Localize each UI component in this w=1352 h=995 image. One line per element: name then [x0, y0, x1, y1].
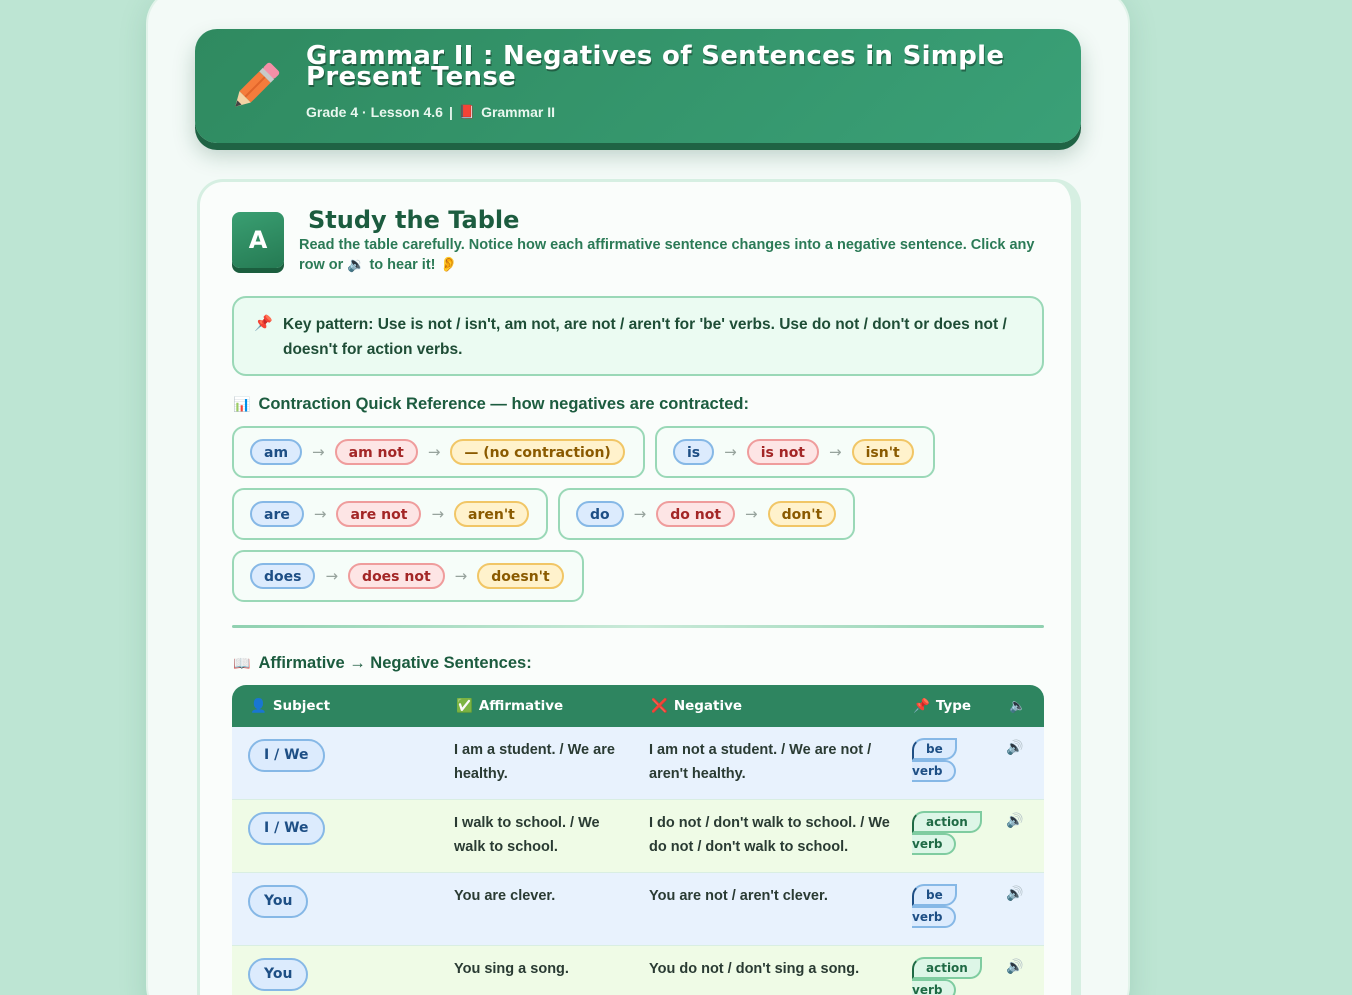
- pencil-icon: [225, 57, 285, 117]
- ear-icon: 👂: [439, 257, 458, 273]
- type-word-1: action: [912, 957, 982, 979]
- negative-pill: does not: [348, 563, 445, 589]
- contraction-pill: aren't: [454, 501, 529, 527]
- table-row[interactable]: [232, 727, 1044, 800]
- speaker-icon: 🔈: [1009, 698, 1026, 714]
- type-word-1: be: [912, 884, 957, 906]
- play-audio-icon[interactable]: 🔊: [1006, 813, 1024, 829]
- header-negative: [651, 698, 742, 714]
- key-pattern-text: Key pattern: Use is not / isn't, am not, are not / aren't for 'be' verbs. Use do not / don't or does not / doesn't for action verbs.: [283, 316, 1007, 358]
- type-word-2: verb: [912, 906, 956, 928]
- header-type-label: Type: [935, 698, 972, 714]
- instructions-text-b: to hear it!: [369, 257, 436, 273]
- play-audio-icon[interactable]: 🔊: [1006, 740, 1024, 756]
- contraction-card[interactable]: [232, 488, 548, 540]
- person-icon: 👤: [250, 698, 267, 714]
- type-word-1: action: [912, 811, 982, 833]
- base-verb-pill: does: [250, 563, 315, 589]
- header-subject-label: Subject: [272, 698, 331, 714]
- arrow-icon: →: [829, 443, 842, 461]
- base-verb-pill: am: [250, 439, 302, 465]
- base-verb-pill: is: [673, 439, 714, 465]
- contraction-card[interactable]: [655, 426, 935, 478]
- chart-icon: 📊: [233, 396, 251, 412]
- pin-icon: 📌: [913, 698, 930, 714]
- lesson-level: Grade 4 · Lesson 4.6: [306, 104, 443, 120]
- negative-pill: am not: [335, 439, 418, 465]
- contraction-pill: isn't: [852, 439, 914, 465]
- negative-pill: do not: [656, 501, 735, 527]
- play-audio-icon[interactable]: 🔊: [1006, 886, 1024, 902]
- affirmative-cell: I am a student. / We are healthy.: [454, 742, 615, 782]
- header-negative-label: Negative: [673, 698, 743, 714]
- header-type: [913, 698, 971, 714]
- arrow-icon: →: [745, 505, 758, 523]
- table-row[interactable]: [232, 946, 1044, 995]
- speaker-icon: 🔉: [347, 257, 366, 273]
- play-audio-icon[interactable]: 🔊: [1006, 959, 1024, 975]
- negative-pill: is not: [747, 439, 819, 465]
- arrow-icon: →: [724, 443, 737, 461]
- lesson-meta: [306, 104, 555, 120]
- lesson-topic: Grammar II: [481, 104, 555, 120]
- type-word-2: verb: [912, 760, 956, 782]
- type-word-2: verb: [912, 833, 956, 855]
- cross-icon: ❌: [651, 698, 668, 714]
- page-title: Grammar II : Negatives of Sentences in Simple Present Tense: [306, 41, 1005, 92]
- negative-cell: You are not / aren't clever.: [649, 888, 828, 904]
- base-verb-pill: are: [250, 501, 304, 527]
- negative-pill: are not: [336, 501, 421, 527]
- header-affirmative: [456, 698, 563, 714]
- type-badge: [912, 811, 972, 855]
- type-badge: [912, 957, 972, 995]
- book-open-icon: 📖: [233, 655, 251, 671]
- subject-pill: I / We: [248, 812, 325, 845]
- subject-pill: I / We: [248, 739, 325, 772]
- table-header: [232, 685, 1044, 727]
- type-badge: [912, 884, 972, 928]
- contraction-pill: don't: [768, 501, 837, 527]
- sentences-heading-text: Affirmative → Negative Sentences:: [258, 654, 532, 672]
- section-title: Study the Table: [308, 206, 520, 234]
- affirmative-cell: You are clever.: [454, 888, 556, 904]
- table-row[interactable]: [232, 800, 1044, 873]
- section-divider: [232, 625, 1044, 628]
- sentences-table: [232, 685, 1044, 995]
- arrow-icon: →: [427, 443, 441, 461]
- affirmative-cell: You sing a song.: [454, 961, 569, 977]
- arrow-icon: →: [313, 505, 327, 523]
- arrow-icon: →: [454, 567, 468, 585]
- negative-cell: You do not / don't sing a song.: [649, 961, 860, 977]
- arrow-icon: →: [325, 567, 339, 585]
- negative-cell: I am not a student. / We are not / aren't healthy.: [649, 742, 872, 782]
- meta-separator: |: [448, 104, 453, 120]
- affirmative-cell: I walk to school. / We walk to school.: [454, 815, 600, 855]
- table-row[interactable]: [232, 873, 1044, 946]
- arrow-icon: →: [312, 443, 325, 461]
- base-verb-pill: do: [576, 501, 624, 527]
- contraction-card[interactable]: [232, 550, 584, 602]
- contraction-card[interactable]: [558, 488, 855, 540]
- contraction-heading-text: Contraction Quick Reference — how negatives are contracted:: [258, 395, 749, 413]
- header-audio: [1009, 698, 1026, 714]
- contraction-card[interactable]: [232, 426, 645, 478]
- negative-cell: I do not / don't walk to school. / We do not / don't walk to school.: [649, 815, 890, 855]
- pin-icon: 📌: [254, 314, 273, 332]
- arrow-icon: →: [633, 505, 647, 523]
- book-icon: 📕: [458, 104, 476, 119]
- lesson-header: [195, 29, 1081, 143]
- sentences-heading: [233, 654, 532, 673]
- header-affirmative-label: Affirmative: [478, 698, 564, 714]
- instructions-text-a: Read the table carefully. Notice how each affirmative sentence changes into a negative sentence. Click any row or: [299, 237, 1035, 273]
- arrow-icon: →: [431, 505, 445, 523]
- contraction-heading: [233, 395, 749, 414]
- type-badge: [912, 738, 972, 782]
- subject-pill: You: [248, 958, 308, 991]
- header-subject: [250, 698, 330, 714]
- contraction-pill: doesn't: [477, 563, 563, 589]
- section-badge: A: [232, 212, 284, 268]
- check-icon: ✅: [456, 698, 473, 714]
- subject-pill: You: [248, 885, 308, 918]
- key-pattern-box: [232, 296, 1044, 376]
- type-word-1: be: [912, 738, 957, 760]
- type-word-2: verb: [912, 979, 956, 995]
- contraction-pill: — (no contraction): [450, 439, 624, 465]
- section-instructions: [299, 235, 1049, 275]
